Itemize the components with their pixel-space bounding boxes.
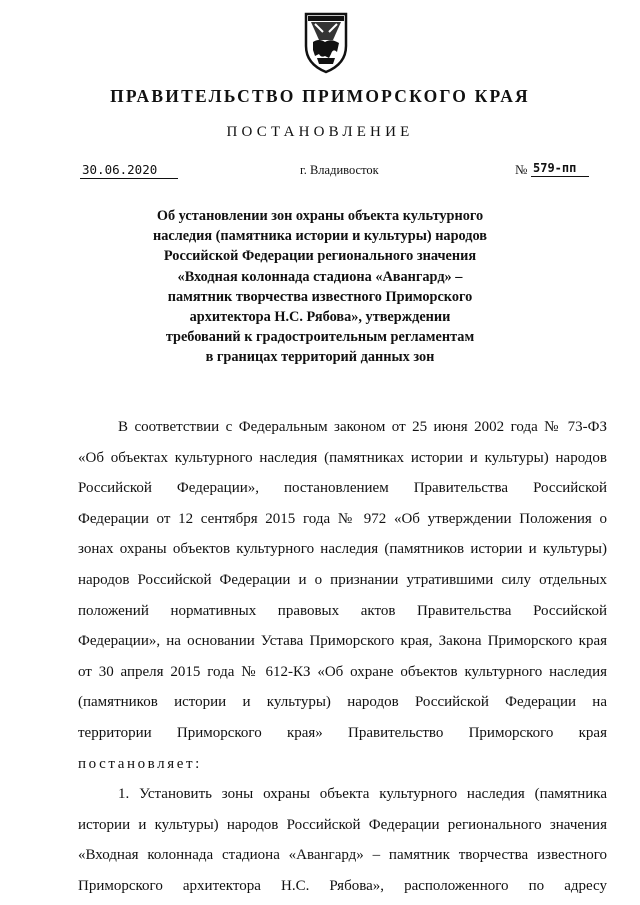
body-line-resolves: постановляет:: [78, 755, 202, 772]
coat-of-arms-icon: [303, 12, 349, 74]
government-title: ПРАВИТЕЛЬСТВО ПРИМОРСКОГО КРАЯ: [110, 86, 530, 106]
body-line: народов Российской Федерации и о признании утратившими силу отдельных: [78, 571, 607, 588]
number-sign: №: [515, 162, 528, 177]
document-type: ПОСТАНОВЛЕНИЕ: [226, 124, 414, 140]
subject-line: наследия (памятника истории и культуры) народов: [152, 228, 488, 245]
body-line: истории и культуры) народов Российской Федерации регионального значения: [78, 816, 607, 833]
body-line: «Входная колоннада стадиона «Авангард» – памятник творчества известного: [78, 847, 607, 864]
subject-line: Российской Федерации регионального значения: [163, 248, 477, 265]
document-subject: [130, 206, 510, 368]
body-line: (памятников истории и культуры) народов Российской Федерации на: [78, 694, 607, 711]
subject-line: памятник творчества известного Приморского: [167, 288, 473, 305]
body-line: Федерации», на основании Устава Приморского края, Закона Приморского края: [78, 633, 607, 650]
document-city: г. Владивосток: [300, 163, 379, 177]
subject-line: в границах территорий данных зон: [205, 349, 435, 366]
subject-line: «Входная колоннада стадиона «Авангард» –: [177, 268, 463, 285]
body-line: В соответствии с Федеральным законом от 25 июня 2002 года № 73-ФЗ: [118, 419, 607, 435]
document-number: 579-пп: [531, 161, 589, 177]
body-line: «Об объектах культурного наследия (памятниках истории и культуры) народов: [78, 449, 607, 466]
body-line: Российской Федерации», постановлением Правительства Российской: [78, 480, 607, 497]
body-line: территории Приморского края» Правительство Приморского края: [78, 724, 607, 741]
document-date: 30.06.2020: [80, 162, 178, 179]
document-body: [78, 412, 607, 902]
body-line: Федерации от 12 сентября 2015 года № 972 «Об утверждении Положения о: [78, 510, 607, 527]
subject-line: требований к градостроительным регламентам: [165, 329, 475, 346]
subject-line: архитектора Н.С. Рябова», утверждении: [189, 309, 451, 326]
body-line: от 30 апреля 2015 года № 612-КЗ «Об охране объектов культурного наследия: [78, 663, 607, 680]
body-line: Приморского архитектора Н.С. Рябова», расположенного по адресу: [78, 877, 607, 894]
body-line: зонах охраны объектов культурного наследия (памятников истории и культуры): [78, 541, 607, 558]
body-line: положений нормативных правовых актов Правительства Российской: [78, 602, 607, 619]
subject-line: Об установлении зон охраны объекта культурного: [156, 208, 484, 224]
body-line: 1. Установить зоны охраны объекта культурного наследия (памятника: [118, 786, 607, 803]
